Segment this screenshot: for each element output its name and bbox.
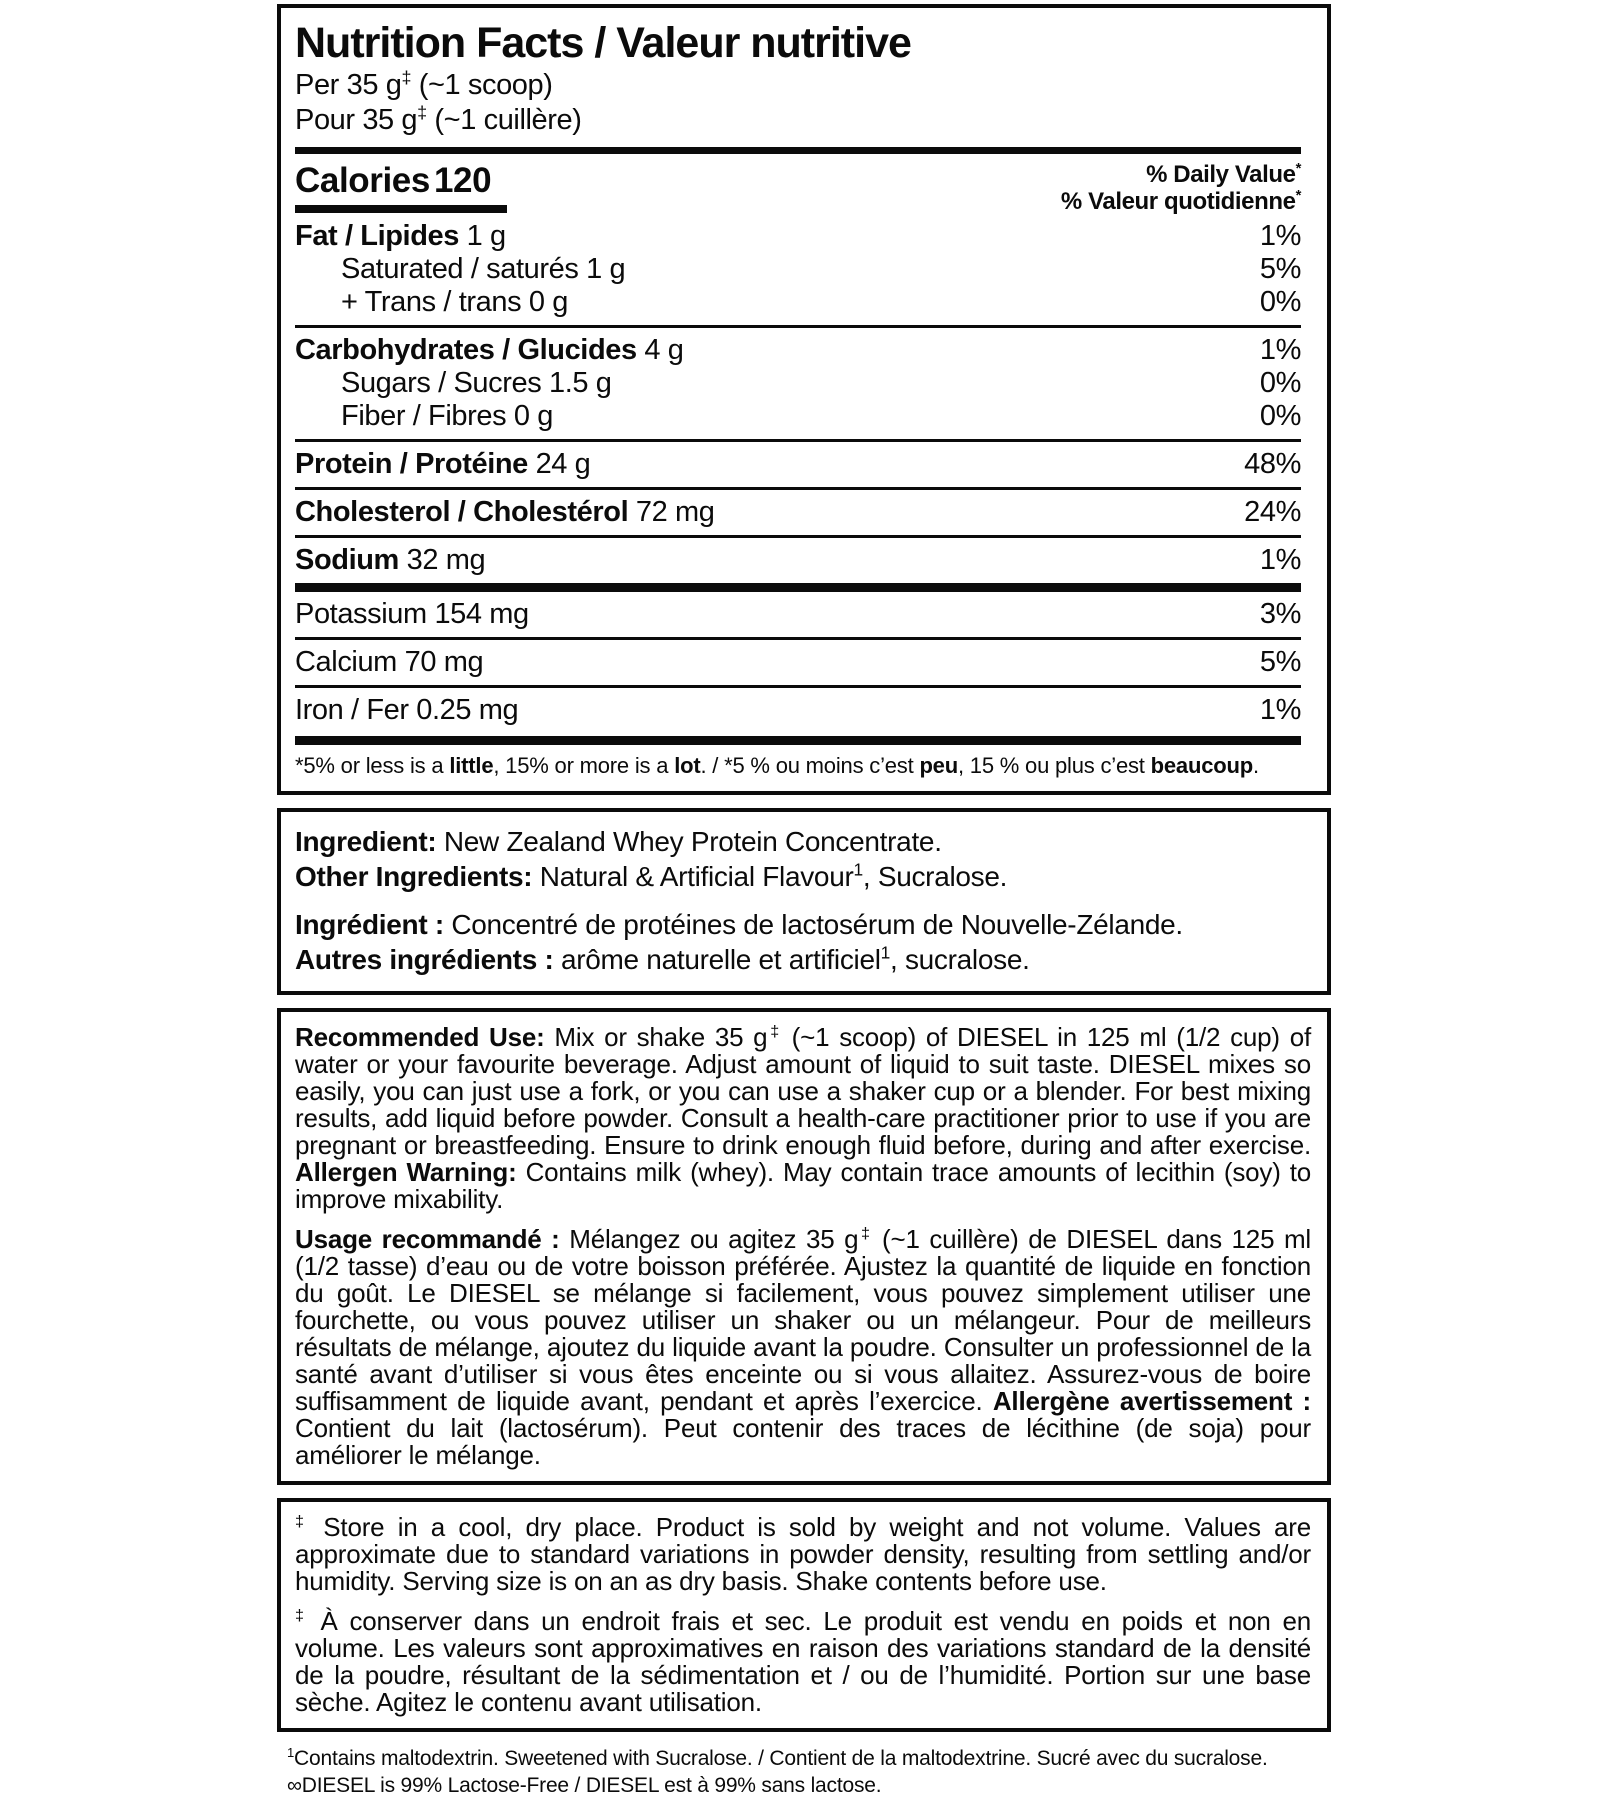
nutrient-row	[295, 694, 1301, 727]
nutrient-label: Iron / Fer 0.25 mg	[295, 694, 519, 726]
ingredients-french	[295, 907, 1309, 977]
nutrient-label: Saturated / saturés 1 g	[341, 253, 626, 285]
thin-rule	[295, 685, 1301, 688]
nutrient-percent: 0%	[1259, 367, 1301, 399]
nutrient-row	[295, 220, 1301, 253]
daily-value-footnote: *5% or less is a little, 15% or more is a lot. / *5 % ou moins c’est peu, 15 % ou plus c’est beaucoup.	[295, 753, 1259, 778]
ingredient-line: Ingrédient : Concentré de protéines de lactosérum de Nouvelle-Zélande.	[295, 909, 1183, 940]
nutrient-row	[295, 400, 1301, 433]
calories-label: Calories	[295, 161, 430, 200]
nutrient-percent: 1%	[1259, 694, 1301, 726]
ingredient-line: Ingredient: New Zealand Whey Protein Concentrate.	[295, 826, 942, 857]
daily-value-en: % Daily Value*	[1146, 161, 1301, 188]
thick-rule	[295, 736, 1301, 745]
thin-rule	[295, 535, 1301, 538]
nutrient-percent: 3%	[1259, 598, 1301, 630]
thin-rule	[295, 637, 1301, 640]
calories-value: 120	[433, 161, 492, 200]
nutrient-percent: 5%	[1259, 253, 1301, 285]
nutrition-facts-title: Nutrition Facts / Valeur nutritive	[295, 19, 911, 67]
nutrient-percent: 0%	[1259, 400, 1301, 432]
nutrient-label: Cholesterol / Cholestérol 72 mg	[295, 496, 715, 528]
nutrient-row	[295, 646, 1301, 679]
paragraph: ‡ Store in a cool, dry place. Product is sold by weight and not volume. Values are approximate due to standard variations in powder density, resulting from settling and/or humidity. Serving size is on an as dry basis. Shake contents before use.	[295, 1512, 1311, 1596]
nutrient-row	[295, 367, 1301, 400]
nutrient-percent: 48%	[1244, 448, 1301, 480]
nutrient-row	[295, 544, 1301, 577]
storage-panel	[277, 1498, 1331, 1732]
nutrient-label: + Trans / trans 0 g	[341, 286, 568, 318]
nutrient-label: Sugars / Sucres 1.5 g	[341, 367, 612, 399]
paragraph: ∞DIESEL is 99% Lactose-Free / DIESEL est à 99% sans lactose.	[287, 1774, 882, 1797]
ingredients-english	[295, 824, 1309, 894]
calories-row	[295, 161, 1301, 220]
calories-rule	[295, 205, 507, 213]
thin-rule	[295, 325, 1301, 328]
nutrient-percent: 1%	[1259, 334, 1301, 366]
nutrient-percent: 5%	[1259, 646, 1301, 678]
ingredient-line: Autres ingrédients : arôme naturelle et artificiel$^1$, sucralose.	[295, 942, 1030, 975]
nutrient-percent: 1%	[1259, 544, 1301, 576]
serving-size-en: Per 35 g‡ (~1 scoop)	[295, 67, 553, 101]
nutrient-label: Carbohydrates / Glucides 4 g	[295, 334, 684, 366]
nutrient-row	[295, 598, 1301, 631]
nutrient-row	[295, 496, 1301, 529]
thin-rule	[295, 487, 1301, 490]
label-sheet	[277, 4, 1331, 1799]
paragraph: Usage recommandé : Mélangez ou agitez 35 g‡ (~1 cuillère) de DIESEL dans 125 ml (1/2 tasse) d’eau ou de votre boisson préférée. Ajustez la quantité de liquide en fonction du goût. Le DIESEL se mélange si facilement, vous pouvez simplement utiliser une fourchette, ou vous pouvez utiliser un shaker ou un mélangeur. Pour de meilleurs résultats de mélange, ajoutez du liquide avant la poudre. Consulter un professionnel de la santé avant d’utiliser si vous êtes enceinte ou si vous allaitez. Assurez-vous de boire suffisamment de liquide avant, pendant et après l’exercice. Allergène avertissement : Contient du lait (lactosérum). Peut contenir des traces de lécithine (de soja) pour améliorer le mélange.	[295, 1224, 1311, 1470]
recommended-use-panel	[277, 1008, 1331, 1485]
nutrient-label: Protein / Protéine 24 g	[295, 448, 591, 480]
paragraph: Recommended Use: Mix or shake 35 g‡ (~1 scoop) of DIESEL in 125 ml (1/2 cup) of water or your favourite beverage. Adjust amount of liquid to suit taste. DIESEL mixes so easily, you can just use a fork, or you can use a shaker cup or a blender. For best mixing results, add liquid before powder. Consult a health-care practitioner prior to use if you are pregnant or breastfeeding. Ensure to drink enough fluid before, during and after exercise. Allergen Warning: Contains milk (whey). May contain trace amounts of lecithin (soy) to improve mixability.	[295, 1022, 1311, 1214]
nutrient-label: Fiber / Fibres 0 g	[341, 400, 553, 432]
nutrient-label: Calcium 70 mg	[295, 646, 484, 678]
nutrient-label: Sodium 32 mg	[295, 544, 486, 576]
thick-rule	[295, 147, 1301, 154]
ingredients-panel	[277, 808, 1331, 995]
nutrient-percent: 1%	[1259, 220, 1301, 252]
bottom-footnotes	[277, 1745, 1331, 1799]
nutrition-facts-panel	[277, 4, 1331, 795]
nutrient-row	[295, 253, 1301, 286]
calories	[295, 161, 507, 220]
ingredient-line: Other Ingredients: Natural & Artificial Flavour$^1$, Sucralose.	[295, 859, 1008, 892]
nutrient-row	[295, 334, 1301, 367]
thick-rule	[295, 583, 1301, 592]
paragraph: ‡ À conserver dans un endroit frais et sec. Le produit est vendu en poids et non en volume. Les valeurs sont approximatives en raison des variations standard de la densité de la poudre, résultant de la sédimentation et / ou de l’humidité. Portion sur une base sèche. Agitez le contenu avant utilisation.	[295, 1606, 1312, 1717]
thin-rule	[295, 439, 1301, 442]
nutrient-rows	[295, 220, 1301, 727]
nutrient-row	[295, 448, 1301, 481]
daily-value-header	[1061, 161, 1301, 215]
nutrient-label: Potassium 154 mg	[295, 598, 529, 630]
nutrient-row	[295, 286, 1301, 319]
serving-size-fr: Pour 35 g‡ (~1 cuillère)	[295, 102, 582, 136]
nutrient-percent: 0%	[1259, 286, 1301, 318]
nutrient-percent: 24%	[1244, 496, 1301, 528]
paragraph: $^1$Contains maltodextrin. Sweetened with Sucralose. / Contient de la maltodextrine. Sucré avec du sucralose.	[287, 1745, 1268, 1770]
daily-value-fr: % Valeur quotidienne*	[1060, 188, 1301, 215]
nutrient-label: Fat / Lipides 1 g	[295, 220, 506, 252]
